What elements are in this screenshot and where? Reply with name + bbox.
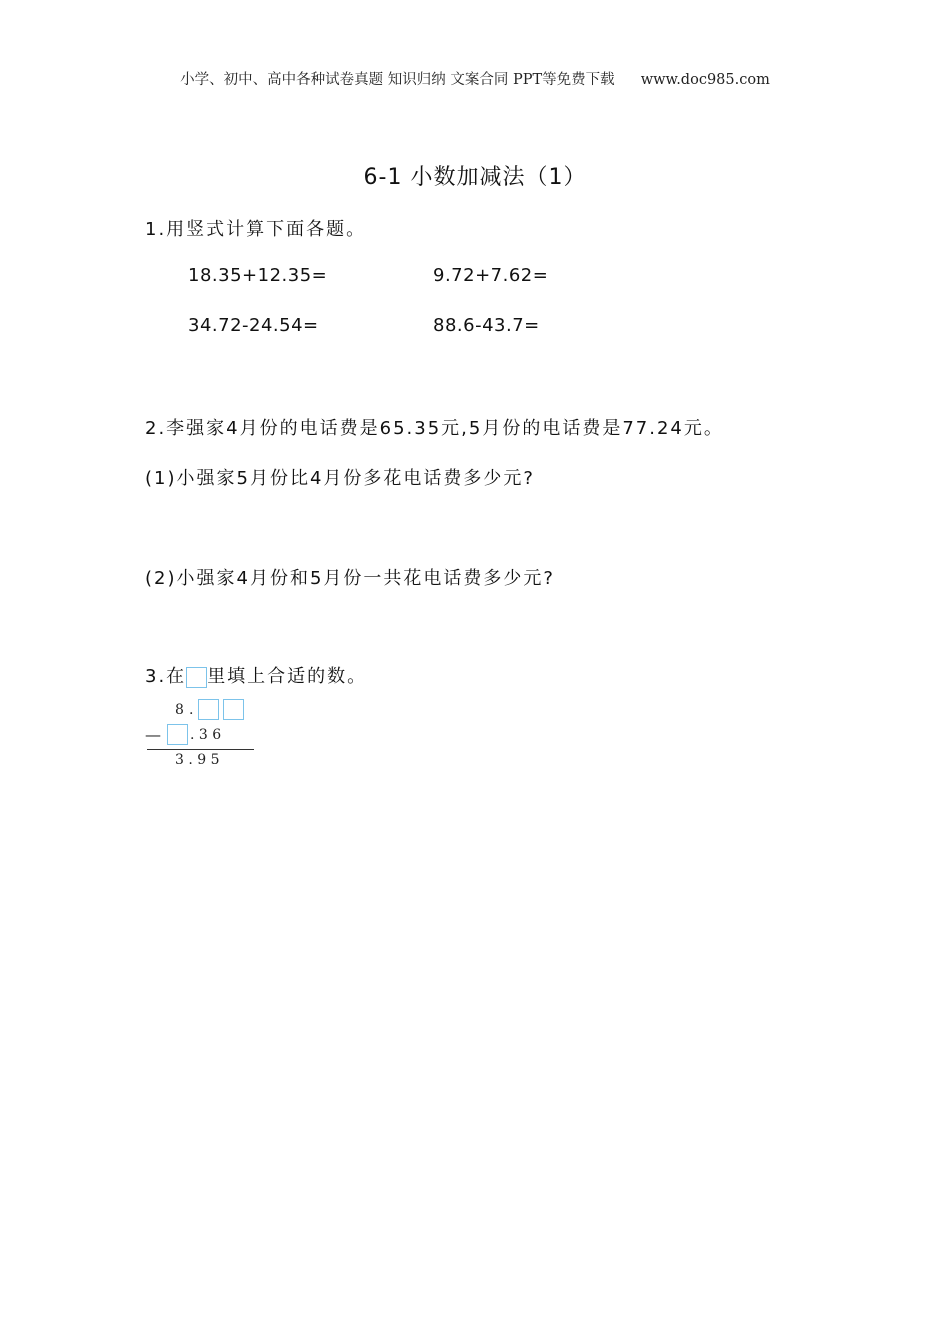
q1-expr-1: 18.35+12.35= [188, 265, 328, 286]
v-result: 3 . 9 5 [175, 752, 220, 768]
q1-expr-4: 88.6-43.7= [433, 315, 540, 336]
header-text: 小学、初中、高中各种试卷真题 知识归纳 文案合同 PPT等免费下载 [180, 72, 615, 88]
minus-sign: — [145, 725, 161, 744]
blank-box-hundredths[interactable] [223, 699, 244, 720]
v-row2-rest: . 3 6 [190, 727, 222, 743]
q3-suffix: 里填上合适的数。 [207, 666, 368, 687]
q1-expr-3: 34.72-24.54= [188, 315, 319, 336]
v-row1-int: 8 [175, 702, 184, 718]
blank-box-ones[interactable] [167, 724, 188, 745]
v-row1-dot: . [189, 702, 194, 718]
sample-blank-box [186, 667, 207, 688]
subtraction-line [147, 749, 254, 750]
q3-prompt [145, 662, 367, 688]
header-site: www.doc985.com [640, 72, 770, 88]
q2-prompt: 2.李强家4月份的电话费是65.35元,5月份的电话费是77.24元。 [145, 418, 724, 439]
q1-prompt: 1.用竖式计算下面各题。 [145, 219, 367, 240]
page-title: 6-1 小数加减法（1） [363, 165, 587, 190]
q2-sub1: (1)小强家5月份比4月份多花电话费多少元? [145, 468, 535, 489]
q3-prefix: 3.在 [145, 666, 187, 687]
page-header [0, 68, 950, 89]
q1-expr-2: 9.72+7.62= [433, 265, 549, 286]
q2-sub2: (2)小强家4月份和5月份一共花电话费多少元? [145, 568, 555, 589]
blank-box-tenths[interactable] [198, 699, 219, 720]
